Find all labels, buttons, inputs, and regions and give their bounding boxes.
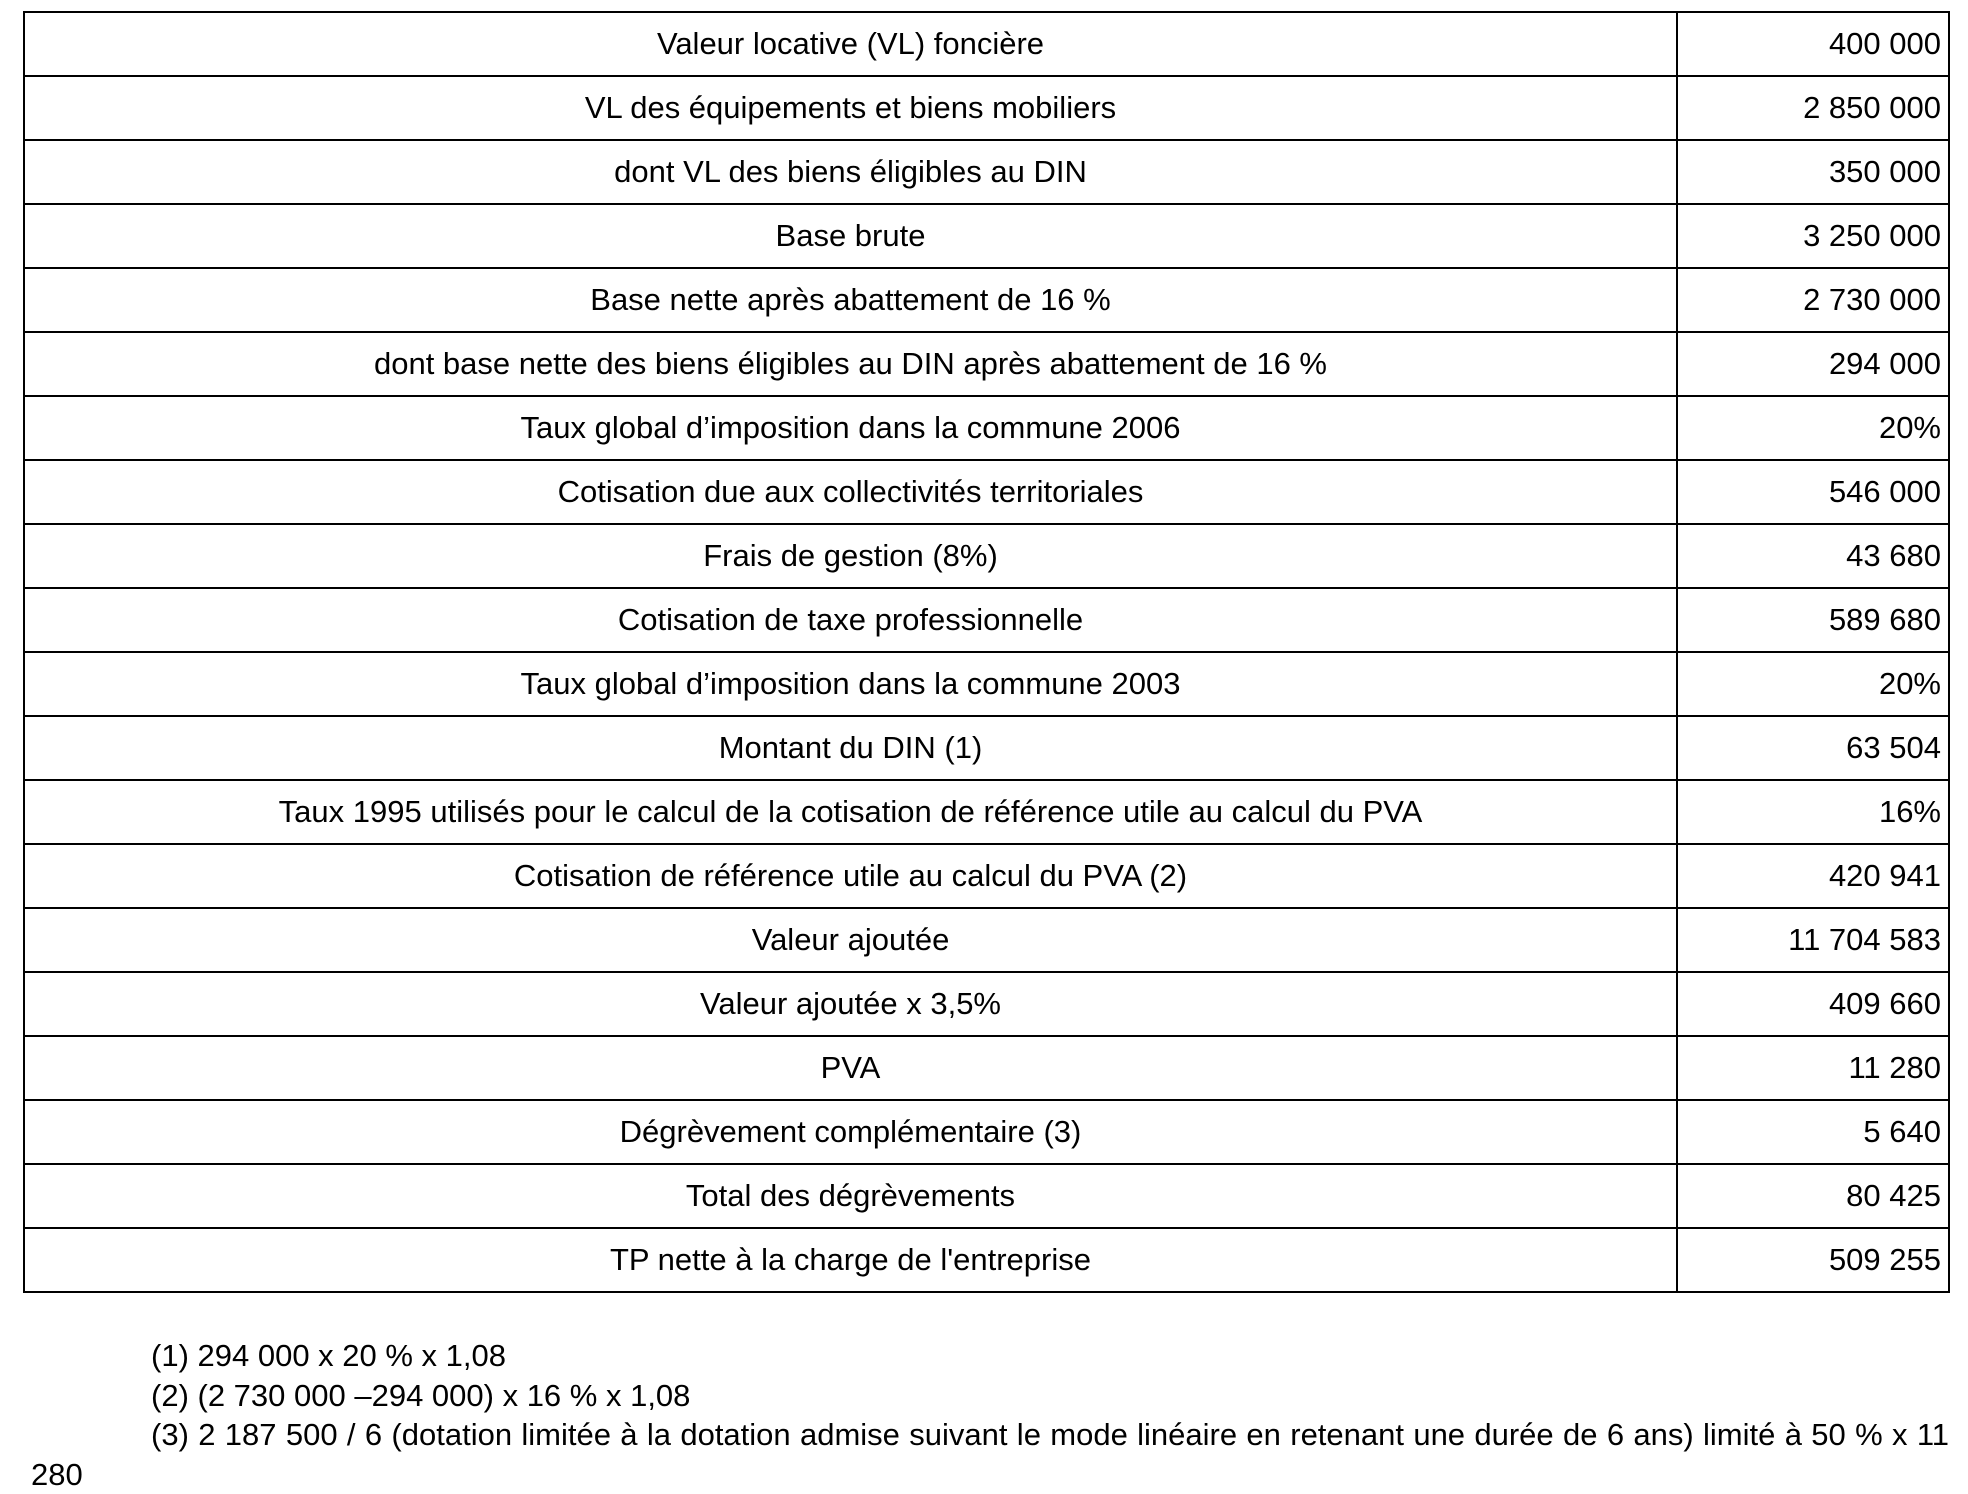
table-row	[24, 204, 1949, 268]
table-row	[24, 588, 1949, 652]
tax-calculation-table	[23, 11, 1950, 1293]
row-value: 409 660	[1677, 972, 1949, 1036]
table-row	[24, 1228, 1949, 1292]
table-row	[24, 1036, 1949, 1100]
table-row	[24, 396, 1949, 460]
row-value: 16%	[1677, 780, 1949, 844]
table-row	[24, 780, 1949, 844]
table-row	[24, 140, 1949, 204]
row-value: 43 680	[1677, 524, 1949, 588]
row-label: Base nette après abattement de 16 %	[24, 268, 1677, 332]
row-value: 420 941	[1677, 844, 1949, 908]
table-row	[24, 76, 1949, 140]
footnote-2: (2) (2 730 000 –294 000) x 16 % x 1,08	[151, 1377, 691, 1413]
row-label: Base brute	[24, 204, 1677, 268]
row-label: dont base nette des biens éligibles au DIN après abattement de 16 %	[24, 332, 1677, 396]
table-row	[24, 1164, 1949, 1228]
table-row	[24, 908, 1949, 972]
row-label: TP nette à la charge de l'entreprise	[24, 1228, 1677, 1292]
row-label: Cotisation due aux collectivités territoriales	[24, 460, 1677, 524]
row-label: Taux global d’imposition dans la commune 2003	[24, 652, 1677, 716]
row-label: dont VL des biens éligibles au DIN	[24, 140, 1677, 204]
table-row	[24, 268, 1949, 332]
table-row	[24, 524, 1949, 588]
footnote-1: (1) 294 000 x 20 % x 1,08	[151, 1338, 507, 1373]
table-row	[24, 972, 1949, 1036]
row-label: Total des dégrèvements	[24, 1164, 1677, 1228]
row-value: 3 250 000	[1677, 204, 1949, 268]
row-value: 2 730 000	[1677, 268, 1949, 332]
row-value: 2 850 000	[1677, 76, 1949, 140]
row-value: 509 255	[1677, 1228, 1949, 1292]
row-value: 589 680	[1677, 588, 1949, 652]
row-value: 400 000	[1677, 12, 1949, 76]
row-value: 294 000	[1677, 332, 1949, 396]
table-row	[24, 716, 1949, 780]
row-value: 11 704 583	[1677, 908, 1949, 972]
footnote-3: (3) 2 187 500 / 6 (dotation limitée à la dotation admise suivant le mode linéaire en retenant une durée de 6 ans) limité à 50 % x 11 280	[31, 1417, 1949, 1492]
footnotes	[31, 1336, 1949, 1494]
table-row	[24, 460, 1949, 524]
row-label: Montant du DIN (1)	[24, 716, 1677, 780]
row-label: Valeur ajoutée	[24, 908, 1677, 972]
row-label: VL des équipements et biens mobiliers	[24, 76, 1677, 140]
row-value: 20%	[1677, 396, 1949, 460]
row-value: 546 000	[1677, 460, 1949, 524]
row-value: 11 280	[1677, 1036, 1949, 1100]
row-label: Cotisation de référence utile au calcul du PVA (2)	[24, 844, 1677, 908]
row-label: Taux global d’imposition dans la commune 2006	[24, 396, 1677, 460]
table-row	[24, 1100, 1949, 1164]
row-value: 63 504	[1677, 716, 1949, 780]
row-label: Taux 1995 utilisés pour le calcul de la cotisation de référence utile au calcul du PVA	[24, 780, 1677, 844]
table-row	[24, 12, 1949, 76]
row-value: 80 425	[1677, 1164, 1949, 1228]
table-row	[24, 652, 1949, 716]
row-label: Cotisation de taxe professionnelle	[24, 588, 1677, 652]
row-value: 350 000	[1677, 140, 1949, 204]
row-label: Frais de gestion (8%)	[24, 524, 1677, 588]
row-label: PVA	[24, 1036, 1677, 1100]
row-label: Dégrèvement complémentaire (3)	[24, 1100, 1677, 1164]
row-label: Valeur locative (VL) foncière	[24, 12, 1677, 76]
table-row	[24, 844, 1949, 908]
table-row	[24, 332, 1949, 396]
row-label: Valeur ajoutée x 3,5%	[24, 972, 1677, 1036]
row-value: 20%	[1677, 652, 1949, 716]
row-value: 5 640	[1677, 1100, 1949, 1164]
